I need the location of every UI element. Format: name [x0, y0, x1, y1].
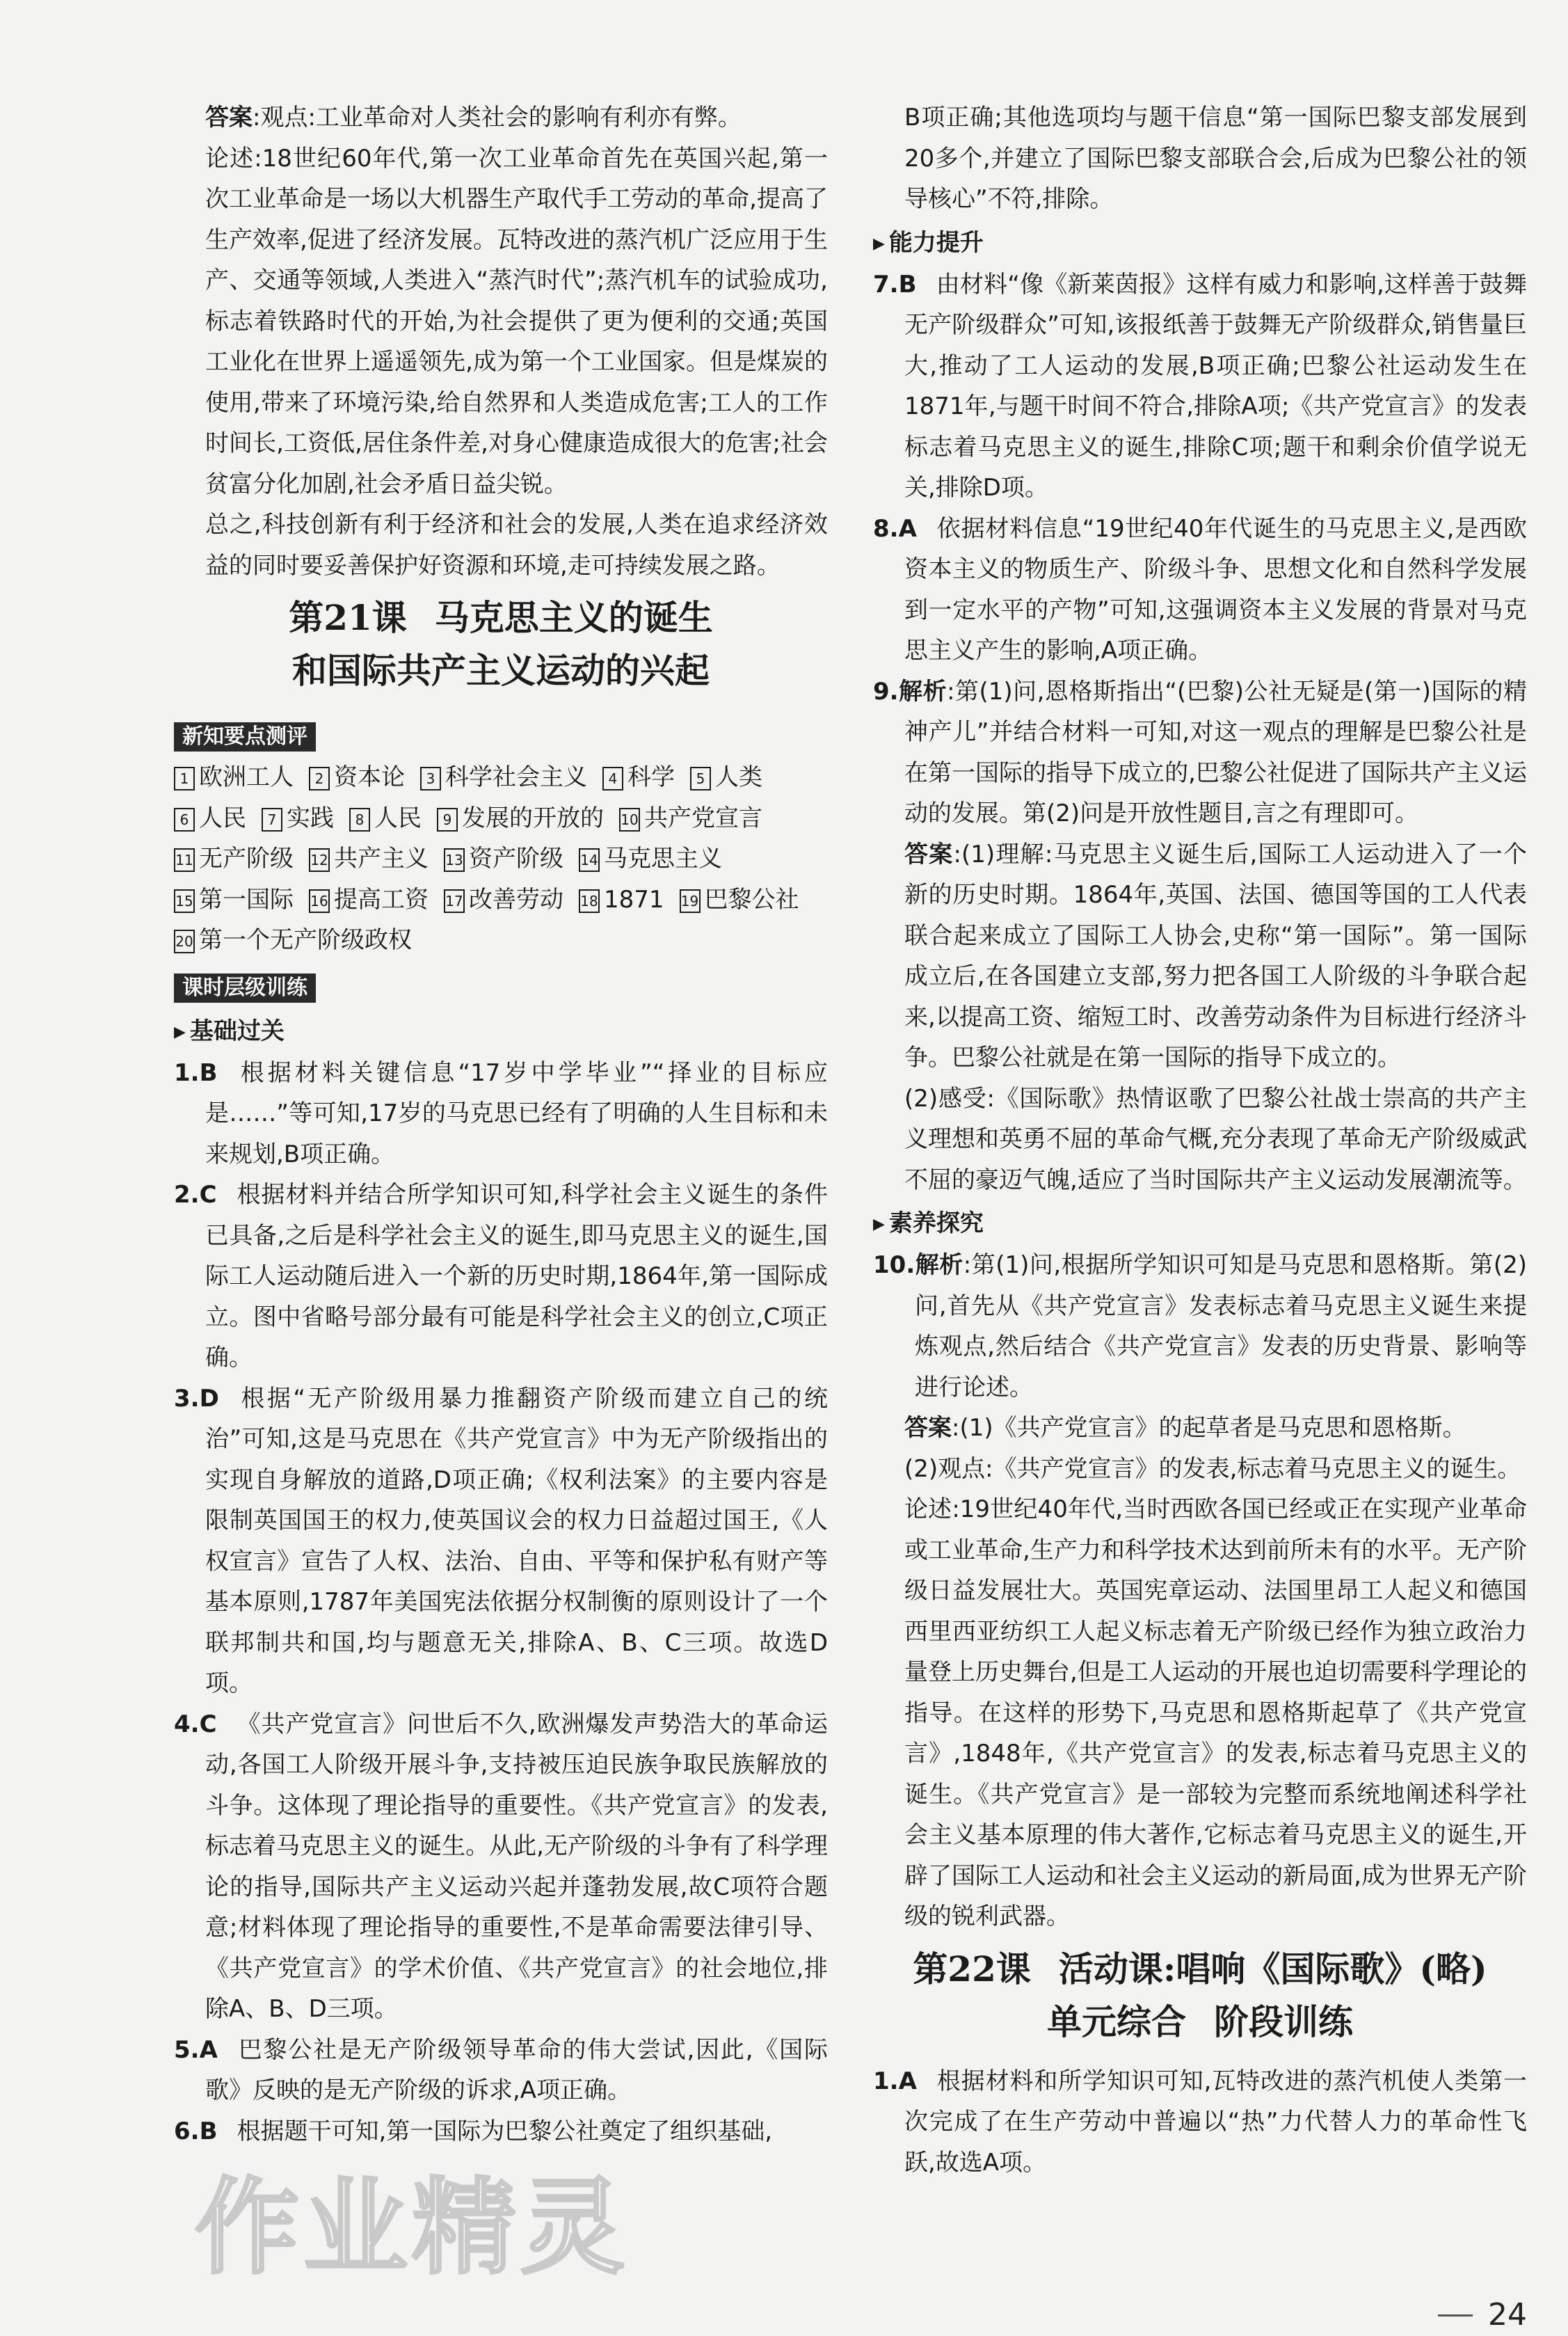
- keyword-text: 实践: [287, 804, 334, 832]
- question-7: 7.B 由材料“像《新莱茵报》这样有威力和影响,这样善于鼓舞无产阶级群众”可知,该报纸善于鼓舞无产阶级群众,销售量巨大,推动了工人运动的发展,B项正确;巴黎公社运动发生在1871年,与题干时间不符合,排除A项;《共产党宣言》的发表标志着马克思主义的诞生,排除C项;题干和剩余价值学说无关,排除D项。: [873, 270, 1527, 502]
- keyword-item: [680, 880, 799, 921]
- keyword-text: 人类: [715, 763, 762, 791]
- keyword-item: [444, 880, 563, 921]
- keyword-item: [579, 880, 664, 921]
- argument-paragraph: 论述:18世纪60年代,第一次工业革命首先在英国兴起,第一次工业革命是一场以大机器生产取代手工劳动的革命,提高了生产效率,促进了经济发展。瓦特改进的蒸汽机广泛应用于生产、交通等领域,人类进入“蒸汽时代”;蒸汽机车的试验成功,标志着铁路时代的开始,为社会提供了更为便利的交通;英国工业化在世界上遥遥领先,成为第一个工业国家。但是煤炭的使用,带来了环境污染,给自然界和人类造成危害;工人的工作时间长,工资低,居住条件差,对身心健康造成很大的危害;社会贫富分化加剧,社会矛盾日益尖锐。: [205, 144, 828, 498]
- keyword-item: [349, 798, 422, 839]
- question-9-answer: 答案:(1)理解:马克思主义诞生后,国际工人运动进入了一个新的历史时期。1864年,英国、法国、德国等国的工人代表联合起来成立了国际工人协会,史称“第一国际”。第一国际成立后,在各国建立支部,努力把各国工人阶级的斗争联合起来,以提高工资、缩短工时、改善劳动条件为目标进行经济斗争。巴黎公社就是在第一国际的指导下成立的。: [904, 840, 1527, 1072]
- keyword-text: 第一个无产阶级政权: [199, 926, 412, 954]
- question-6-continued: B项正确;其他选项均与题干信息“第一国际巴黎支部发展到20多个,并建立了国际巴黎支部联合会,后成为巴黎公社的领导核心”不符,排除。: [904, 104, 1527, 213]
- keyword-number: 4: [602, 767, 623, 790]
- keyword-number: 11: [174, 848, 195, 872]
- watermark-logo: 作业精灵: [195, 2168, 630, 2289]
- keyword-number: 12: [309, 848, 330, 872]
- keyword-item: [619, 798, 762, 839]
- keyword-number: 14: [579, 848, 600, 872]
- question-3: 3.D 根据“无产阶级用暴力推翻资产阶级而建立自己的统治”可知,这是马克思在《共产党宣言》中为无产阶级指出的实现自身解放的道路,D项正确;《权利法案》的主要内容是限制英国国王的权力,使英国议会的权力日益超过国王,《人权宣言》宣告了人权、法治、自由、平等和保护私有财产等基本原则,1787年美国宪法依据分权制衡的原则设计了一个联邦制共和国,均与题意无关,排除A、B、C三项。故选D项。: [174, 1384, 828, 1697]
- question-2: 2.C 根据材料并结合所学知识可知,科学社会主义诞生的条件已具备,之后是科学社会主义的诞生,即马克思主义的诞生,国际工人运动随后进入一个新的历史时期,1864年,第一国际成立。图中省略号部分最有可能是科学社会主义的创立,C项正确。: [174, 1181, 828, 1372]
- question-9-answer-2: (2)感受:《国际歌》热情讴歌了巴黎公社战士崇高的共产主义理想和英勇不屈的革命气概,充分表现了革命无产阶级威武不屈的豪迈气魄,适应了当时国际共产主义运动发展潮流等。: [904, 1084, 1527, 1194]
- triangle-icon: ▶: [873, 1216, 885, 1233]
- keyword-number: 15: [174, 889, 195, 913]
- keyword-text: 科学: [627, 763, 675, 791]
- keyword-number: 13: [444, 848, 465, 872]
- keyword-number: 9: [437, 808, 458, 832]
- keyword-answer-list: [174, 757, 828, 961]
- keyword-text: 共产主义: [334, 845, 429, 873]
- question-10-answer-1: 答案:(1)《共产党宣言》的起草者是马克思和恩格斯。: [904, 1414, 1466, 1442]
- keyword-item: [174, 880, 294, 921]
- keyword-number: 19: [680, 889, 701, 913]
- lesson-21-title: 第21课 马克思主义的诞生 和国际共产主义运动的兴起: [289, 597, 713, 691]
- question-10: 10.解析:第(1)问,根据所学知识可知是马克思和恩格斯。第(2)问,首先从《共产党宣言》发表标志着马克思主义诞生来提炼观点,然后结合《共产党宣言》发表的历史背景、影响等进行论述。: [873, 1251, 1528, 1401]
- left-column: [174, 97, 828, 2152]
- page-number: 24: [1438, 2295, 1527, 2336]
- keyword-text: 改善劳动: [469, 885, 563, 914]
- question-6: 6.B 根据题干可知,第一国际为巴黎公社奠定了组织基础,: [174, 2117, 773, 2145]
- question-8: 8.A 依据材料信息“19世纪40年代诞生的马克思主义,是西欧资本主义的物质生产、阶级斗争、思想文化和自然科学发展到一定水平的产物”可知,这强调资本主义发展的背景对马克思主义产生的影响,A项正确。: [873, 514, 1527, 665]
- keyword-text: 资产阶级: [469, 845, 563, 873]
- keyword-item: [309, 839, 429, 880]
- keyword-item: [174, 798, 246, 839]
- keyword-item: [420, 757, 587, 798]
- keyword-text: 人民: [374, 804, 422, 832]
- triangle-icon: ▶: [873, 235, 885, 253]
- conclusion-paragraph: 总之,科技创新有利于经济和社会的发展,人类在追求经济效益的同时要妥善保护好资源和环境,走可持续发展之路。: [205, 511, 828, 580]
- keyword-item: [309, 880, 429, 921]
- keyword-text: 发展的开放的: [462, 804, 604, 832]
- keyword-text: 共产党宣言: [644, 804, 762, 832]
- keyword-text: 无产阶级: [199, 845, 294, 873]
- unit-question-1: 1.A 根据材料和所学知识可知,瓦特改进的蒸汽机使人类第一次完成了在生产劳动中普遍以“热”力代替人力的革命性飞跃,故选A项。: [873, 2067, 1527, 2177]
- keyword-item: [174, 920, 412, 961]
- keyword-text: 1871: [604, 885, 664, 914]
- keyword-number: 18: [579, 889, 600, 913]
- keyword-number: 17: [444, 889, 465, 913]
- lesson-22-title: 第22课 活动课:唱响《国际歌》(略) 单元综合 阶段训练: [913, 1948, 1487, 2042]
- keyword-text: 马克思主义: [604, 845, 722, 873]
- keyword-text: 科学社会主义: [445, 763, 587, 791]
- keyword-item: [309, 757, 405, 798]
- keyword-item: [262, 798, 334, 839]
- question-10-answer-3: 论述:19世纪40年代,当时西欧各国已经或正在实现产业革命或工业革命,生产力和科学技术达到前所未有的水平。无产阶级日益发展壮大。英国宪章运动、法国里昂工人起义和德国西里西亚纺织工人起义标志着无产阶级已经作为独立政治力量登上历史舞台,但是工人运动的开展也迫切需要科学理论的指导。在这样的形势下,马克思和恩格斯起草了《共产党宣言》,1848年,《共产党宣言》的发表,标志着马克思主义的诞生。《共产党宣言》是一部较为完整而系统地阐述科学社会主义基本原理的伟大著作,它标志着马克思主义的诞生,开辟了国际工人运动和社会主义运动的新局面,成为世界无产阶级的锐利武器。: [904, 1495, 1527, 1930]
- keyword-text: 欧洲工人: [199, 763, 294, 791]
- section-tag-lesson-training: 课时层级训练: [174, 974, 316, 1003]
- keyword-item: [602, 757, 675, 798]
- keyword-text: 人民: [199, 804, 246, 832]
- keyword-text: 巴黎公社: [704, 885, 799, 914]
- keyword-number: 3: [420, 767, 441, 790]
- triangle-icon: ▶: [174, 1023, 186, 1041]
- question-1: 1.B 根据材料关键信息“17岁中学毕业”“择业的目标应是……”等可知,17岁的马克思已经有了明确的人生目标和未来规划,B项正确。: [174, 1058, 828, 1168]
- keyword-number: 7: [262, 808, 282, 832]
- keyword-item: [444, 839, 563, 880]
- keyword-item: [174, 757, 294, 798]
- keyword-text: 第一国际: [199, 885, 294, 914]
- divider: [1438, 2314, 1473, 2317]
- keyword-number: 16: [309, 889, 330, 913]
- subsection-explore: ▶ 素养探究: [873, 1209, 984, 1237]
- keyword-text: 资本论: [334, 763, 405, 791]
- keyword-number: 6: [174, 808, 195, 832]
- keyword-number: 10: [619, 808, 640, 832]
- keyword-number: 20: [174, 930, 195, 953]
- keyword-number: 1: [174, 767, 195, 790]
- right-column: [873, 97, 1528, 2333]
- subsection-basic: ▶ 基础过关: [174, 1017, 285, 1045]
- section-tag-new-knowledge: 新知要点测评: [174, 722, 316, 752]
- subsection-ability: ▶ 能力提升: [873, 228, 984, 257]
- answer-viewpoint: 答案:观点:工业革命对人类社会的影响有利亦有弊。: [205, 104, 742, 132]
- keyword-number: 8: [349, 808, 370, 832]
- question-9: 9.解析:第(1)问,恩格斯指出“(巴黎)公社无疑是(第一)国际的精神产儿”并结合材料一可知,对这一观点的理解是巴黎公社是在第一国际的指导下成立的,巴黎公社促进了国际共产主义运动的发展。第(2)问是开放性题目,言之有理即可。: [873, 677, 1527, 827]
- keyword-item: [690, 757, 762, 798]
- keyword-number: 2: [309, 767, 330, 790]
- keyword-item: [437, 798, 604, 839]
- question-10-answer-2: (2)观点:《共产党宣言》的发表,标志着马克思主义的诞生。: [904, 1454, 1521, 1483]
- keyword-number: 5: [690, 767, 711, 790]
- keyword-text: 提高工资: [334, 885, 429, 914]
- question-5: 5.A 巴黎公社是无产阶级领导革命的伟大尝试,因此,《国际歌》反映的是无产阶级的诉求,A项正确。: [174, 2035, 828, 2104]
- keyword-item: [579, 839, 722, 880]
- keyword-item: [174, 839, 294, 880]
- question-4: 4.C 《共产党宣言》问世后不久,欧洲爆发声势浩大的革命运动,各国工人阶级开展斗争,支持被压迫民族争取民族解放的斗争。这体现了理论指导的重要性。《共产党宣言》的发表,标志着马克思主义的诞生。从此,无产阶级的斗争有了科学理论的指导,国际共产主义运动兴起并蓬勃发展,故C项符合题意;材料体现了理论指导的重要性,不是革命需要法律引导、《共产党宣言》的学术价值、《共产党宣言》的社会地位,排除A、B、D三项。: [174, 1710, 828, 2023]
